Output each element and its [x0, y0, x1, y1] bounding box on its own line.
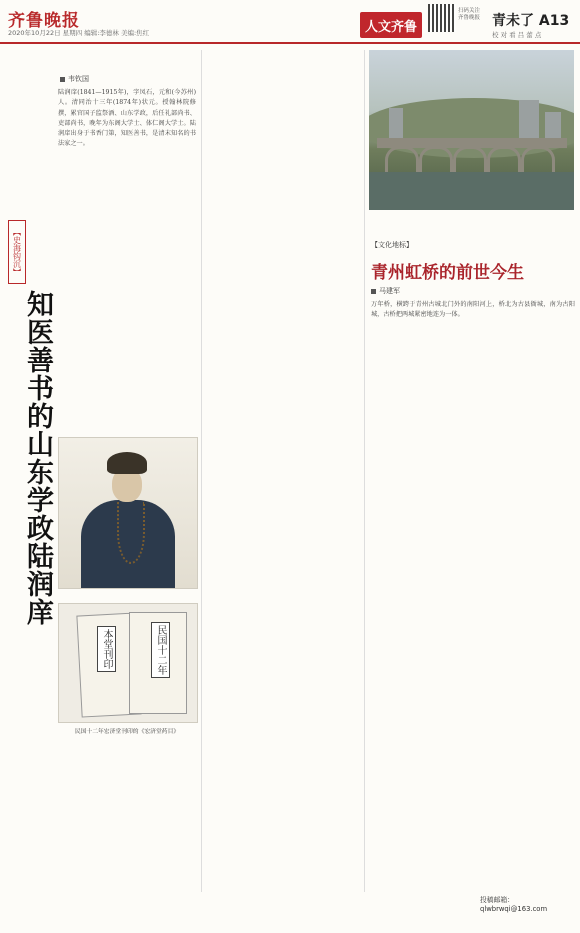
- date-line: 2020年10月22日 星期四 编辑:李德林 美编:焦红: [8, 29, 150, 37]
- right-article-title: 青州虹桥的前世今生: [371, 263, 524, 283]
- editors-line: 校 对 看 吕 蕾 点: [492, 31, 542, 39]
- left-article-body-col1-bottom: [58, 742, 196, 892]
- right-article-body: [371, 300, 575, 885]
- left-article-title: 知医善书的山东学政陆润庠: [22, 290, 53, 626]
- header-rule: [0, 42, 580, 44]
- qr-caption: 扫码关注 齐鲁晚报: [458, 8, 481, 21]
- left-article-tag: 【史海钩沉】: [8, 220, 26, 284]
- book-label-right: 民国十二年: [151, 622, 170, 678]
- footer-email: qlwbrwqi@163.com: [480, 905, 548, 913]
- left-article-body-col2: [206, 50, 360, 892]
- page-title: 青未了 A13: [492, 13, 570, 29]
- byline-text: 马建军: [379, 287, 400, 295]
- footer-contact: [480, 896, 547, 914]
- column-divider: [364, 50, 365, 892]
- section-tab: 人文齐鲁: [360, 12, 422, 38]
- byline-square-icon: [371, 289, 376, 294]
- book-image: [58, 603, 198, 723]
- qr-code-icon: [428, 4, 456, 32]
- column-divider: [201, 50, 202, 892]
- portrait-image: [58, 437, 198, 589]
- footer-label: 投稿邮箱：: [480, 896, 514, 904]
- masthead: 齐鲁晚报: [8, 11, 80, 31]
- left-article-body: 陆润庠(1841—1915年)，字凤石，元和(今苏州)人。清同治十三年(1874年)状元。授翰林院修撰，累官国子监祭酒、山东学政，后任礼部尚书、吏部尚书，晚年为东阁大学士、体仁阁大学士。陆润庠出身于书香门第，知医善书，是清末知名的书法家之一。: [58, 89, 196, 148]
- right-article-tag: 【文化地标】: [371, 241, 413, 249]
- left-article-body-col1: [58, 88, 196, 428]
- right-article-byline: [371, 286, 400, 296]
- byline-square-icon: [60, 77, 65, 82]
- right-article-body-text: 万年桥，横跨于青州古城北门外的南阳河上，桥北为古县衙城，南为古阳城，古桥把两城紧密地连为一体。: [371, 301, 575, 319]
- page-header: [0, 0, 580, 42]
- left-article-byline: [60, 74, 89, 84]
- bridge-photo: [369, 50, 574, 210]
- image-caption: 民国十二年宏济堂刊印的《宏济堂药目》: [74, 729, 180, 735]
- byline-text: 韦钦国: [68, 75, 89, 83]
- book-label-left: 本堂刊印: [97, 626, 116, 672]
